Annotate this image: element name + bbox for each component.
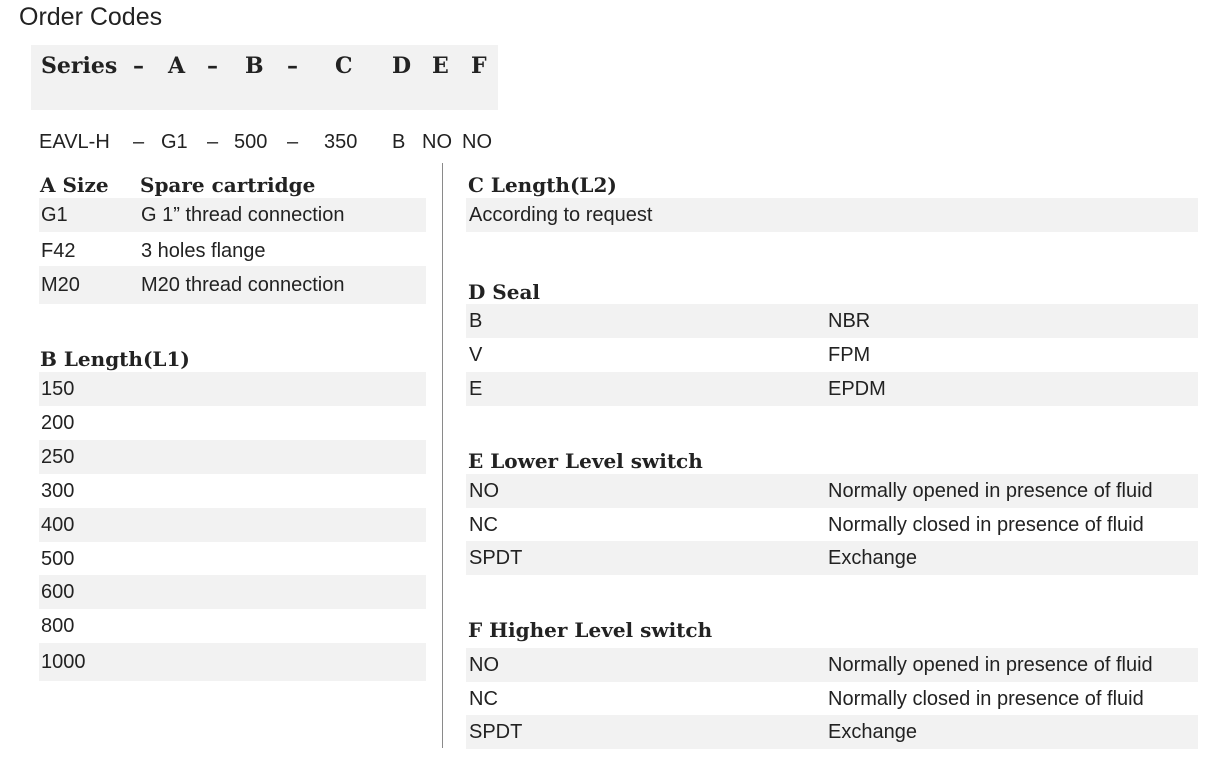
row-code: 150 — [41, 377, 75, 400]
row-desc: Normally opened in presence of fluid — [828, 479, 1153, 502]
example-series: EAVL-H — [39, 131, 110, 153]
row-code: M20 — [41, 273, 80, 296]
series-label: Series — [41, 53, 118, 79]
row-code: 300 — [41, 479, 75, 502]
example-c: 350 — [324, 131, 358, 153]
row-code: E — [469, 377, 483, 400]
table-row — [466, 474, 1198, 508]
table-row — [39, 440, 426, 474]
row-desc: Normally opened in presence of fluid — [828, 653, 1153, 676]
row-code: V — [469, 343, 483, 366]
series-dash: – — [207, 53, 218, 79]
table-row — [466, 508, 1198, 542]
row-desc: Normally closed in presence of fluid — [828, 513, 1144, 536]
table-row — [466, 338, 1198, 372]
example-d: B — [392, 131, 406, 153]
row-desc: G 1” thread connection — [141, 203, 345, 226]
series-dash: – — [287, 53, 298, 79]
table-row — [39, 643, 426, 681]
table-row — [39, 575, 426, 609]
table-row — [39, 234, 426, 268]
series-code-d: D — [392, 53, 412, 79]
table-row — [466, 541, 1198, 575]
table-row — [466, 715, 1198, 749]
table-row — [466, 198, 1198, 232]
row-desc: 3 holes flange — [141, 239, 266, 262]
column-divider — [442, 163, 443, 748]
row-code: 250 — [41, 445, 75, 468]
example-e: NO — [422, 131, 452, 153]
section-e-heading: E Lower Level switch — [468, 449, 703, 473]
series-code-f: F — [471, 53, 487, 79]
row-code: G1 — [41, 203, 68, 226]
row-code: NO — [469, 479, 499, 502]
row-desc: NBR — [828, 309, 871, 332]
series-dash: – — [133, 53, 144, 79]
example-f: NO — [462, 131, 492, 153]
row-code: 400 — [41, 513, 75, 536]
series-code-a: A — [168, 53, 186, 79]
table-row — [466, 682, 1198, 716]
row-code: NC — [469, 513, 498, 536]
row-desc: Exchange — [828, 546, 917, 569]
example-dash: – — [287, 131, 299, 153]
example-dash: – — [133, 131, 145, 153]
example-b: 500 — [234, 131, 268, 153]
row-code: According to request — [469, 203, 653, 226]
row-code: NC — [469, 687, 498, 710]
section-a-heading: A Size — [40, 173, 109, 197]
section-c-heading: C Length(L2) — [468, 173, 617, 197]
example-dash: – — [207, 131, 219, 153]
table-row — [39, 198, 426, 232]
table-row — [39, 542, 426, 576]
row-desc: Exchange — [828, 720, 917, 743]
series-code-b: B — [245, 53, 264, 79]
table-row — [39, 372, 426, 406]
row-code: 200 — [41, 411, 75, 434]
section-b-heading: B Length(L1) — [40, 347, 190, 371]
row-desc: Normally closed in presence of fluid — [828, 687, 1144, 710]
table-row — [39, 609, 426, 643]
row-code: NO — [469, 653, 499, 676]
table-row — [466, 648, 1198, 682]
section-f-heading: F Higher Level switch — [468, 618, 713, 642]
example-a: G1 — [161, 131, 188, 153]
table-row — [466, 304, 1198, 338]
table-row — [39, 266, 426, 304]
table-row — [39, 406, 426, 440]
row-code: 500 — [41, 547, 75, 570]
table-row — [39, 474, 426, 508]
row-code: 1000 — [41, 650, 86, 673]
table-row — [466, 372, 1198, 406]
row-desc: M20 thread connection — [141, 273, 345, 296]
section-a-subheading: Spare cartridge — [140, 173, 316, 197]
row-code: SPDT — [469, 546, 523, 569]
row-desc: FPM — [828, 343, 871, 366]
section-d-heading: D Seal — [468, 280, 541, 304]
table-row — [39, 508, 426, 542]
row-code: B — [469, 309, 483, 332]
row-desc: EPDM — [828, 377, 886, 400]
row-code: 800 — [41, 614, 75, 637]
series-code-e: E — [432, 53, 449, 79]
page-title: Order Codes — [19, 3, 163, 31]
row-code: 600 — [41, 580, 75, 603]
series-code-c: C — [335, 53, 353, 79]
row-code: SPDT — [469, 720, 523, 743]
row-code: F42 — [41, 239, 76, 262]
